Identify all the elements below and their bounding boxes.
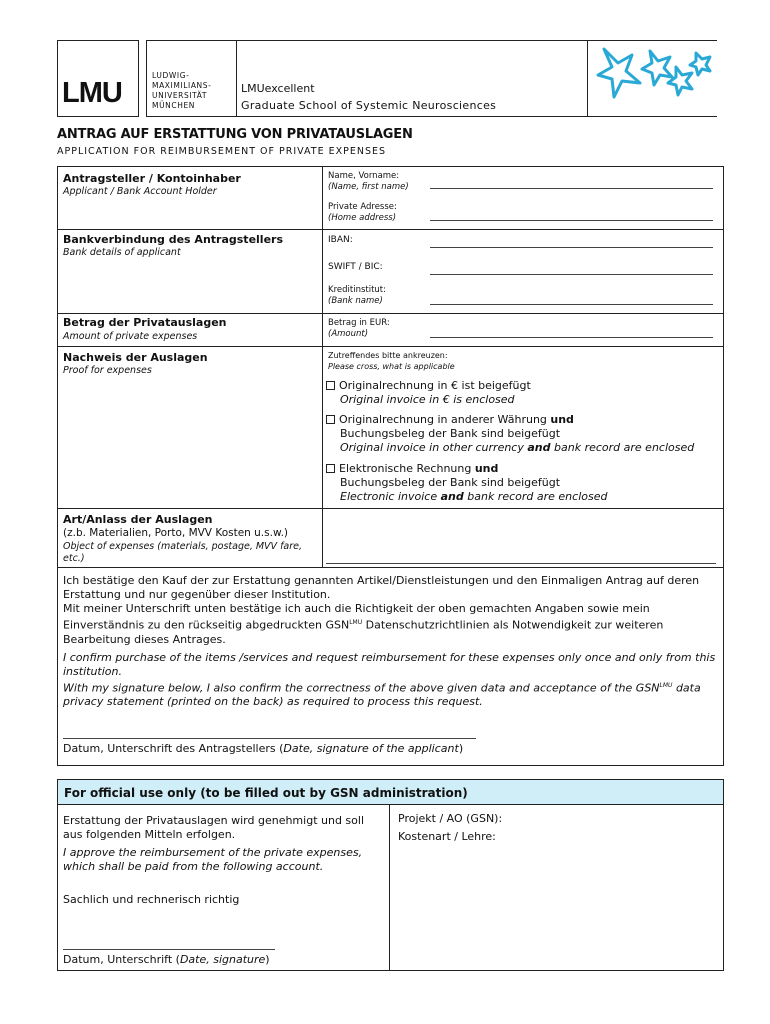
bank-name-field[interactable] — [430, 303, 713, 305]
lmu-logo-box — [57, 40, 139, 117]
address-label-en: (Home address) — [328, 213, 397, 223]
checkbox-euro-invoice[interactable] — [326, 381, 335, 390]
projekt-label: Projekt / AO (GSN): — [398, 812, 503, 825]
applicant-label-en: Applicant / Bank Account Holder — [63, 186, 217, 197]
applicant-signature-field[interactable] — [63, 737, 476, 739]
lmu-logo-text: LMU — [62, 77, 122, 109]
official-approve-de: Erstattung der Privatauslagen wird genehmigt und soll aus folgenden Mitteln erfolgen. — [63, 814, 364, 841]
school-name: Graduate School of Systemic Neurosciences — [241, 99, 497, 112]
checkbox-electronic-invoice[interactable] — [326, 464, 335, 473]
official-verified: Sachlich und rechnerisch richtig — [63, 893, 240, 906]
confirm-text: Ich bestätige den Kauf der zur Erstattung genannten Artikel/Dienstleistungen und den Einmaligen Antrag auf deren Erstattung und nur gegenüber dieser Institution. Mit meiner Unterschrift unten bestätige ich auch die Richtigkeit der oben gemachten Angaben sowie mein Einverständnis zu den rückseitig abgedruckten $GSN^{LMU}$ Datenschutzrichtlinien als Notwendigkeit zur weiteren Bearbeitung dieses Antrages. I confirm purchase of the items /services and request reimbursement for these expenses only once and only from this institution. With my signature below, I also confirm the correctness of the above given data and acceptance of the $GSN^{LMU}$ data privacy statement (printed on the back) as required to process this request. — [63, 574, 716, 709]
swift-field[interactable] — [430, 273, 713, 275]
official-header: For official use only (to be filled out by GSN administration) — [58, 780, 723, 805]
checkbox-foreign-invoice[interactable] — [326, 415, 335, 424]
amount-field-label: Betrag in EUR: — [328, 318, 390, 328]
bank-name-label: Kreditinstitut: — [328, 285, 386, 295]
lmu-wordmark: LUDWIG- MAXIMILIANS- UNIVERSITÄT MÜNCHEN — [152, 71, 212, 110]
stars-logo-icon — [592, 41, 717, 116]
amount-label: Betrag der Privatauslagen — [63, 316, 227, 329]
bank-label-en: Bank details of applicant — [63, 247, 181, 258]
name-label-en: (Name, first name) — [328, 182, 409, 192]
address-field[interactable] — [430, 219, 713, 221]
amount-field[interactable] — [430, 336, 713, 338]
iban-label: IBAN: — [328, 235, 353, 245]
bank-label: Bankverbindung des Antragstellers — [63, 233, 283, 246]
iban-field[interactable] — [430, 246, 713, 248]
official-signature-label: Datum, Unterschrift (Date, signature) — [63, 953, 270, 966]
amount-label-en: Amount of private expenses — [63, 331, 198, 342]
official-table — [57, 779, 724, 971]
address-label: Private Adresse: — [328, 202, 397, 212]
purpose-label-en: Object of expenses (materials, postage, MVV fare, etc.) — [63, 541, 303, 564]
form-title: ANTRAG AUF ERSTATTUNG VON PRIVATAUSLAGEN — [57, 127, 413, 142]
applicant-signature-label: Datum, Unterschrift des Antragstellers (Date, signature of the applicant) — [63, 742, 464, 755]
swift-label: SWIFT / BIC: — [328, 262, 383, 272]
official-signature-field[interactable] — [63, 948, 275, 950]
option-euro-invoice: Originalrechnung in € ist beigefügt Original invoice in € is enclosed — [326, 379, 721, 407]
option-foreign-invoice: Originalrechnung in anderer Währung und Buchungsbeleg der Bank sind beigefügt Original invoice in other currency and bank record are enclosed — [326, 413, 721, 455]
proof-label-en: Proof for expenses — [63, 365, 152, 376]
amount-field-label-en: (Amount) — [328, 329, 369, 339]
purpose-label-examples: (z.b. Materialien, Porto, MVV Kosten u.s.w.) — [63, 527, 289, 539]
purpose-field[interactable] — [326, 562, 716, 564]
bank-name-label-en: (Bank name) — [328, 296, 383, 306]
kostenart-label: Kostenart / Lehre: — [398, 830, 496, 843]
applicant-label: Antragsteller / Kontoinhaber — [63, 172, 241, 185]
gsn-logo-box — [587, 40, 717, 117]
proof-label: Nachweis der Auslagen — [63, 351, 208, 364]
form-subtitle: APPLICATION FOR REIMBURSEMENT OF PRIVATE EXPENSES — [57, 146, 387, 157]
option-electronic-invoice: Elektronische Rechnung und Buchungsbeleg der Bank sind beigefügt Electronic invoice and bank record are enclosed — [326, 462, 721, 504]
proof-hint-en: Please cross, what is applicable — [328, 362, 455, 371]
purpose-label: Art/Anlass der Auslagen — [63, 513, 213, 526]
official-approve-en: I approve the reimbursement of the private expenses, which shall be paid from the following account. — [63, 846, 363, 873]
name-field[interactable] — [430, 187, 713, 189]
lmu-wordmark-box — [146, 40, 237, 117]
name-label: Name, Vorname: — [328, 171, 400, 181]
lmu-excellent: LMUexcellent — [241, 82, 315, 95]
proof-hint: Zutreffendes bitte ankreuzen: — [328, 351, 448, 360]
